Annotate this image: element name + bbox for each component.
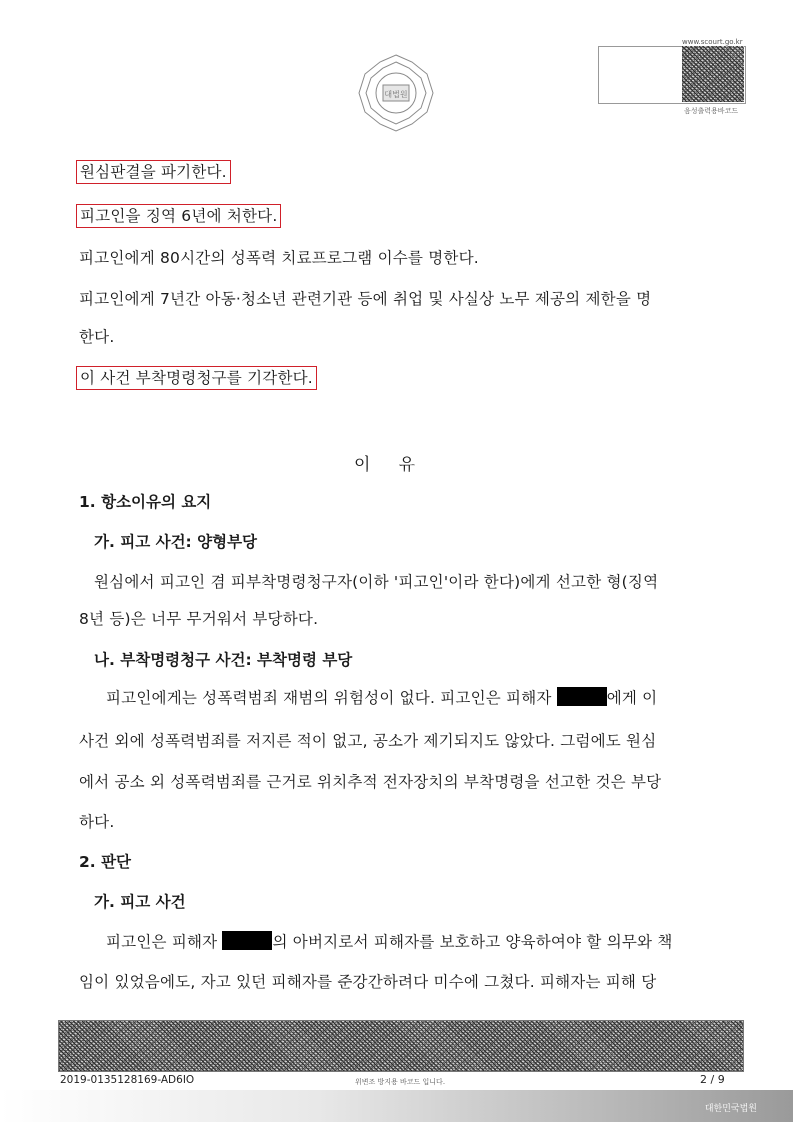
section-2-ga-title: 가. 피고 사건	[94, 893, 186, 911]
section-1-na-p1	[106, 686, 657, 708]
section-1-title: 1. 항소이유의 요지	[79, 493, 212, 511]
section-1-na-p1b: 에게 이	[606, 689, 658, 707]
order-line-4b: 한다.	[79, 328, 115, 346]
order-line-2: 피고인을 징역 6년에 처한다.	[76, 204, 281, 228]
order-line-3: 피고인에게 80시간의 성폭력 치료프로그램 이수를 명한다.	[79, 249, 479, 267]
reasons-title: 이 유	[354, 455, 416, 475]
court-seal-logo	[355, 52, 437, 134]
section-2-ga-p2: 임이 있었음에도, 자고 있던 피해자를 준강간하려다 미수에 그쳤다. 피해자는 피해 당	[79, 973, 657, 991]
footer-doc-id: 2019-0135128169-AD6IO	[60, 1074, 195, 1086]
qr-barcode-image	[682, 46, 744, 102]
redaction-block	[222, 931, 272, 950]
section-1-na-p3: 에서 공소 외 성폭력범죄를 근거로 위치추적 전자장치의 부착명령을 선고한 것은 부당	[79, 773, 662, 791]
section-2-ga-p1	[106, 930, 673, 952]
section-1-na-p1a: 피고인에게는 성폭력범죄 재범의 위험성이 없다. 피고인은 피해자	[106, 689, 552, 707]
seal-text: 대법원	[384, 90, 408, 99]
footer-page-number: 2 / 9	[700, 1073, 725, 1086]
order-line-5: 이 사건 부착명령청구를 기각한다.	[76, 366, 317, 390]
section-1-na-title: 나. 부착명령청구 사건: 부착명령 부당	[94, 651, 353, 669]
footer-court-name: 대한민국법원	[704, 1104, 757, 1114]
court-seal-icon	[355, 52, 437, 134]
footer-bar	[0, 1090, 793, 1122]
section-1-ga-p2: 8년 등)은 너무 무거워서 부당하다.	[79, 610, 319, 628]
order-line-2-box	[76, 204, 281, 226]
redaction-block	[557, 687, 607, 706]
anti-forgery-barcode	[58, 1020, 744, 1072]
order-line-5-box	[76, 366, 317, 388]
order-line-1: 원심판결을 파기한다.	[76, 160, 231, 184]
section-1-na-p2: 사건 외에 성폭력범죄를 저지른 적이 없고, 공소가 제기되지도 않았다. 그럼에도 원심	[79, 732, 657, 750]
section-2-ga-p1b: 의 아버지로서 피해자를 보호하고 양육하여야 할 의무와 책	[272, 933, 673, 951]
barcode-caption: 음성출력용바코드	[684, 107, 739, 115]
section-2-title: 2. 판단	[79, 853, 132, 871]
order-line-1-box	[76, 160, 231, 182]
section-1-na-p4: 하다.	[79, 813, 115, 831]
section-1-ga-p1: 원심에서 피고인 겸 피부착명령청구자(이하 '피고인'이라 한다)에게 선고한 형(징역	[94, 573, 659, 591]
header-url: www.scourt.go.kr	[682, 38, 743, 46]
footer-notice: 위변조 방지용 바코드 입니다.	[355, 1078, 446, 1086]
order-line-4a: 피고인에게 7년간 아동·청소년 관련기관 등에 취업 및 사실상 노무 제공의 제한을 명	[79, 290, 652, 308]
section-1-ga-title: 가. 피고 사건: 양형부당	[94, 533, 258, 551]
section-2-ga-p1a: 피고인은 피해자	[106, 933, 218, 951]
